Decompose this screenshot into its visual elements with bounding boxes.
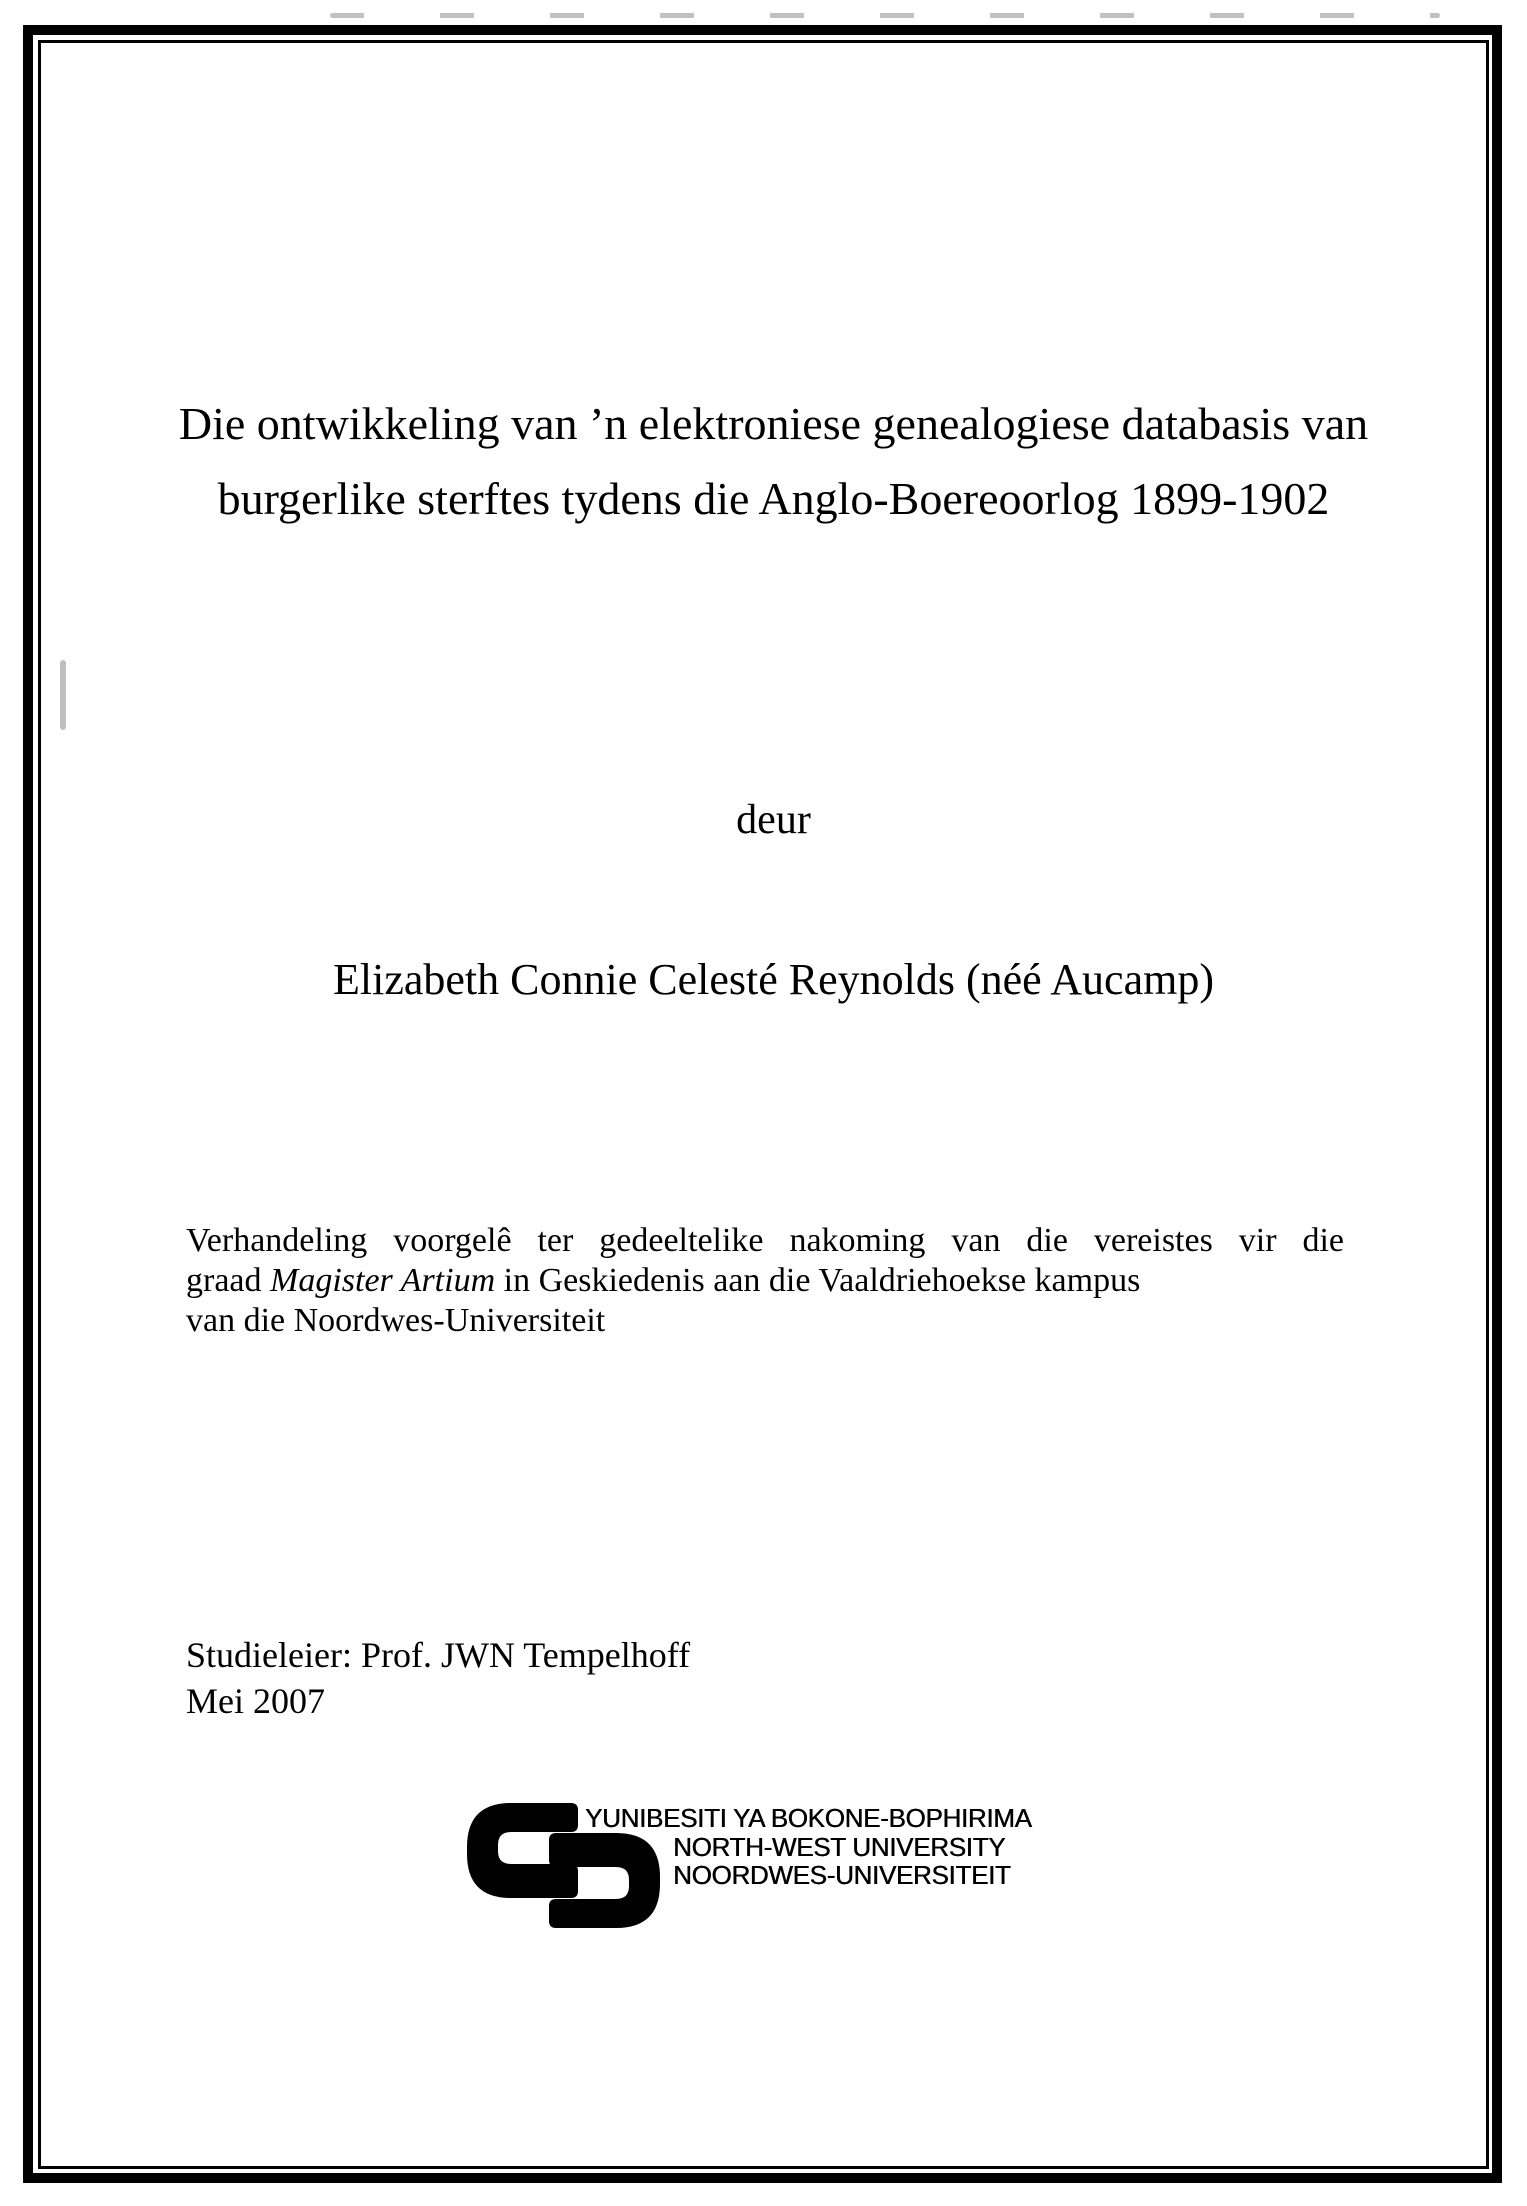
university-name-setswana: YUNIBESITI YA BOKONE-BOPHIRIMA [585, 1803, 1032, 1833]
degree-name: Magister Artium [270, 1262, 496, 1299]
submission-statement-line-3: van die Noordwes-Universiteit [186, 1302, 606, 1339]
author-name: Elizabeth Connie Celesté Reynolds (néé Aucamp) [333, 955, 1214, 1004]
degree-prefix: graad [186, 1262, 262, 1299]
thesis-title-line-2: burgerlike sterftes tydens die Anglo-Boereoorlog 1899-1902 [217, 473, 1330, 524]
thesis-title-line-1: Die ontwikkeling van ’n elektroniese genealogiese databasis van [178, 398, 1369, 449]
university-name-english: NORTH-WEST UNIVERSITY [673, 1832, 1006, 1862]
university-name-afrikaans: NOORDWES-UNIVERSITEIT [673, 1860, 1011, 1890]
submission-statement-line-1: Verhandeling voorgelê ter gedeeltelike nakoming van die vereistes vir die [186, 1222, 1344, 1259]
date-line: Mei 2007 [186, 1681, 325, 1721]
byline: deur [736, 797, 811, 843]
supervisor-line: Studieleier: Prof. JWN Tempelhoff [186, 1635, 691, 1675]
degree-suffix: in Geskiedenis aan die Vaaldriehoekse kampus [503, 1262, 1141, 1299]
